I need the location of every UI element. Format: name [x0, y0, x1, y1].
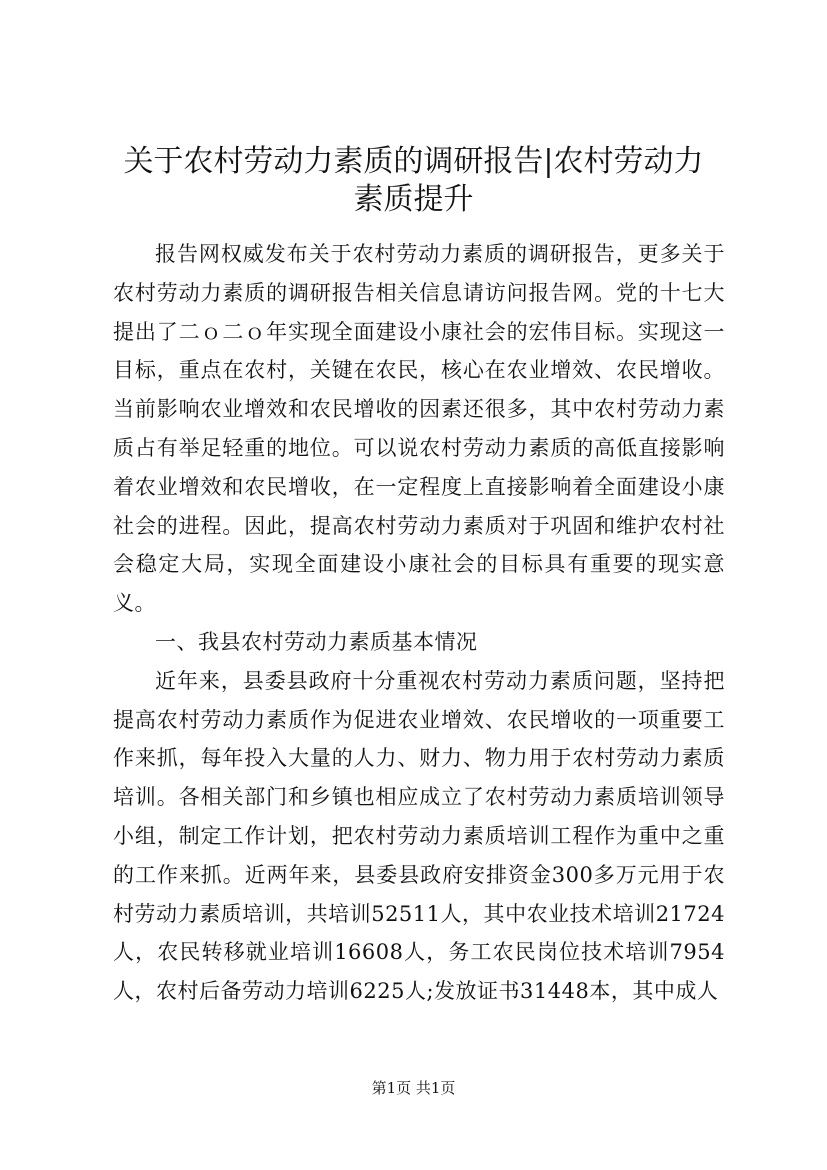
- title-line-1: 关于农村劳动力素质的调研报告|农村劳动力: [123, 144, 704, 179]
- title-line-2: 素质提升: [353, 182, 474, 217]
- document-title: [100, 143, 727, 219]
- section-heading: 一、我县农村劳动力素质基本情况: [155, 629, 478, 654]
- intro-paragraph: 报告网权威发布关于农村劳动力素质的调研报告，更多关于农村劳动力素质的调研报告相关信息请访问报告网。党的十七大提出了二ｏ二ｏ年实现全面建设小康社会的宏伟目标。实现这一目标，重点在农村，关键在农民，核心在农业增效、农民增收。当前影响农业增效和农民增收的因素还很多，其中农村劳动力素质占有举足轻重的地位。可以说农村劳动力素质的高低直接影响着农业增效和农民增收，在一定程度上直接影响着全面建设小康社会的进程。因此，提高农村劳动力素质对于巩固和维护农村社会稳定大局，实现全面建设小康社会的目标具有重要的现实意义。: [113, 242, 725, 616]
- document-body: [113, 235, 725, 1011]
- section-paragraph: 近年来，县委县政府十分重视农村劳动力素质问题，坚持把提高农村劳动力素质作为促进农业增效、农民增收的一项重要工作来抓，每年投入大量的人力、财力、物力用于农村劳动力素质培训。各相关部门和乡镇也相应成立了农村劳动力素质培训领导小组，制定工作计划，把农村劳动力素质培训工程作为重中之重的工作来抓。近两年来，县委县政府安排资金300多万元用于农村劳动力素质培训，共培训52511人，其中农业技术培训21724人，农民转移就业培训16608人，务工农民岗位技术培训7954人，农村后备劳动力培训6225人;发放证书31448本，其中成人: [113, 668, 725, 1004]
- page-footer: 第1页 共1页: [371, 1079, 456, 1097]
